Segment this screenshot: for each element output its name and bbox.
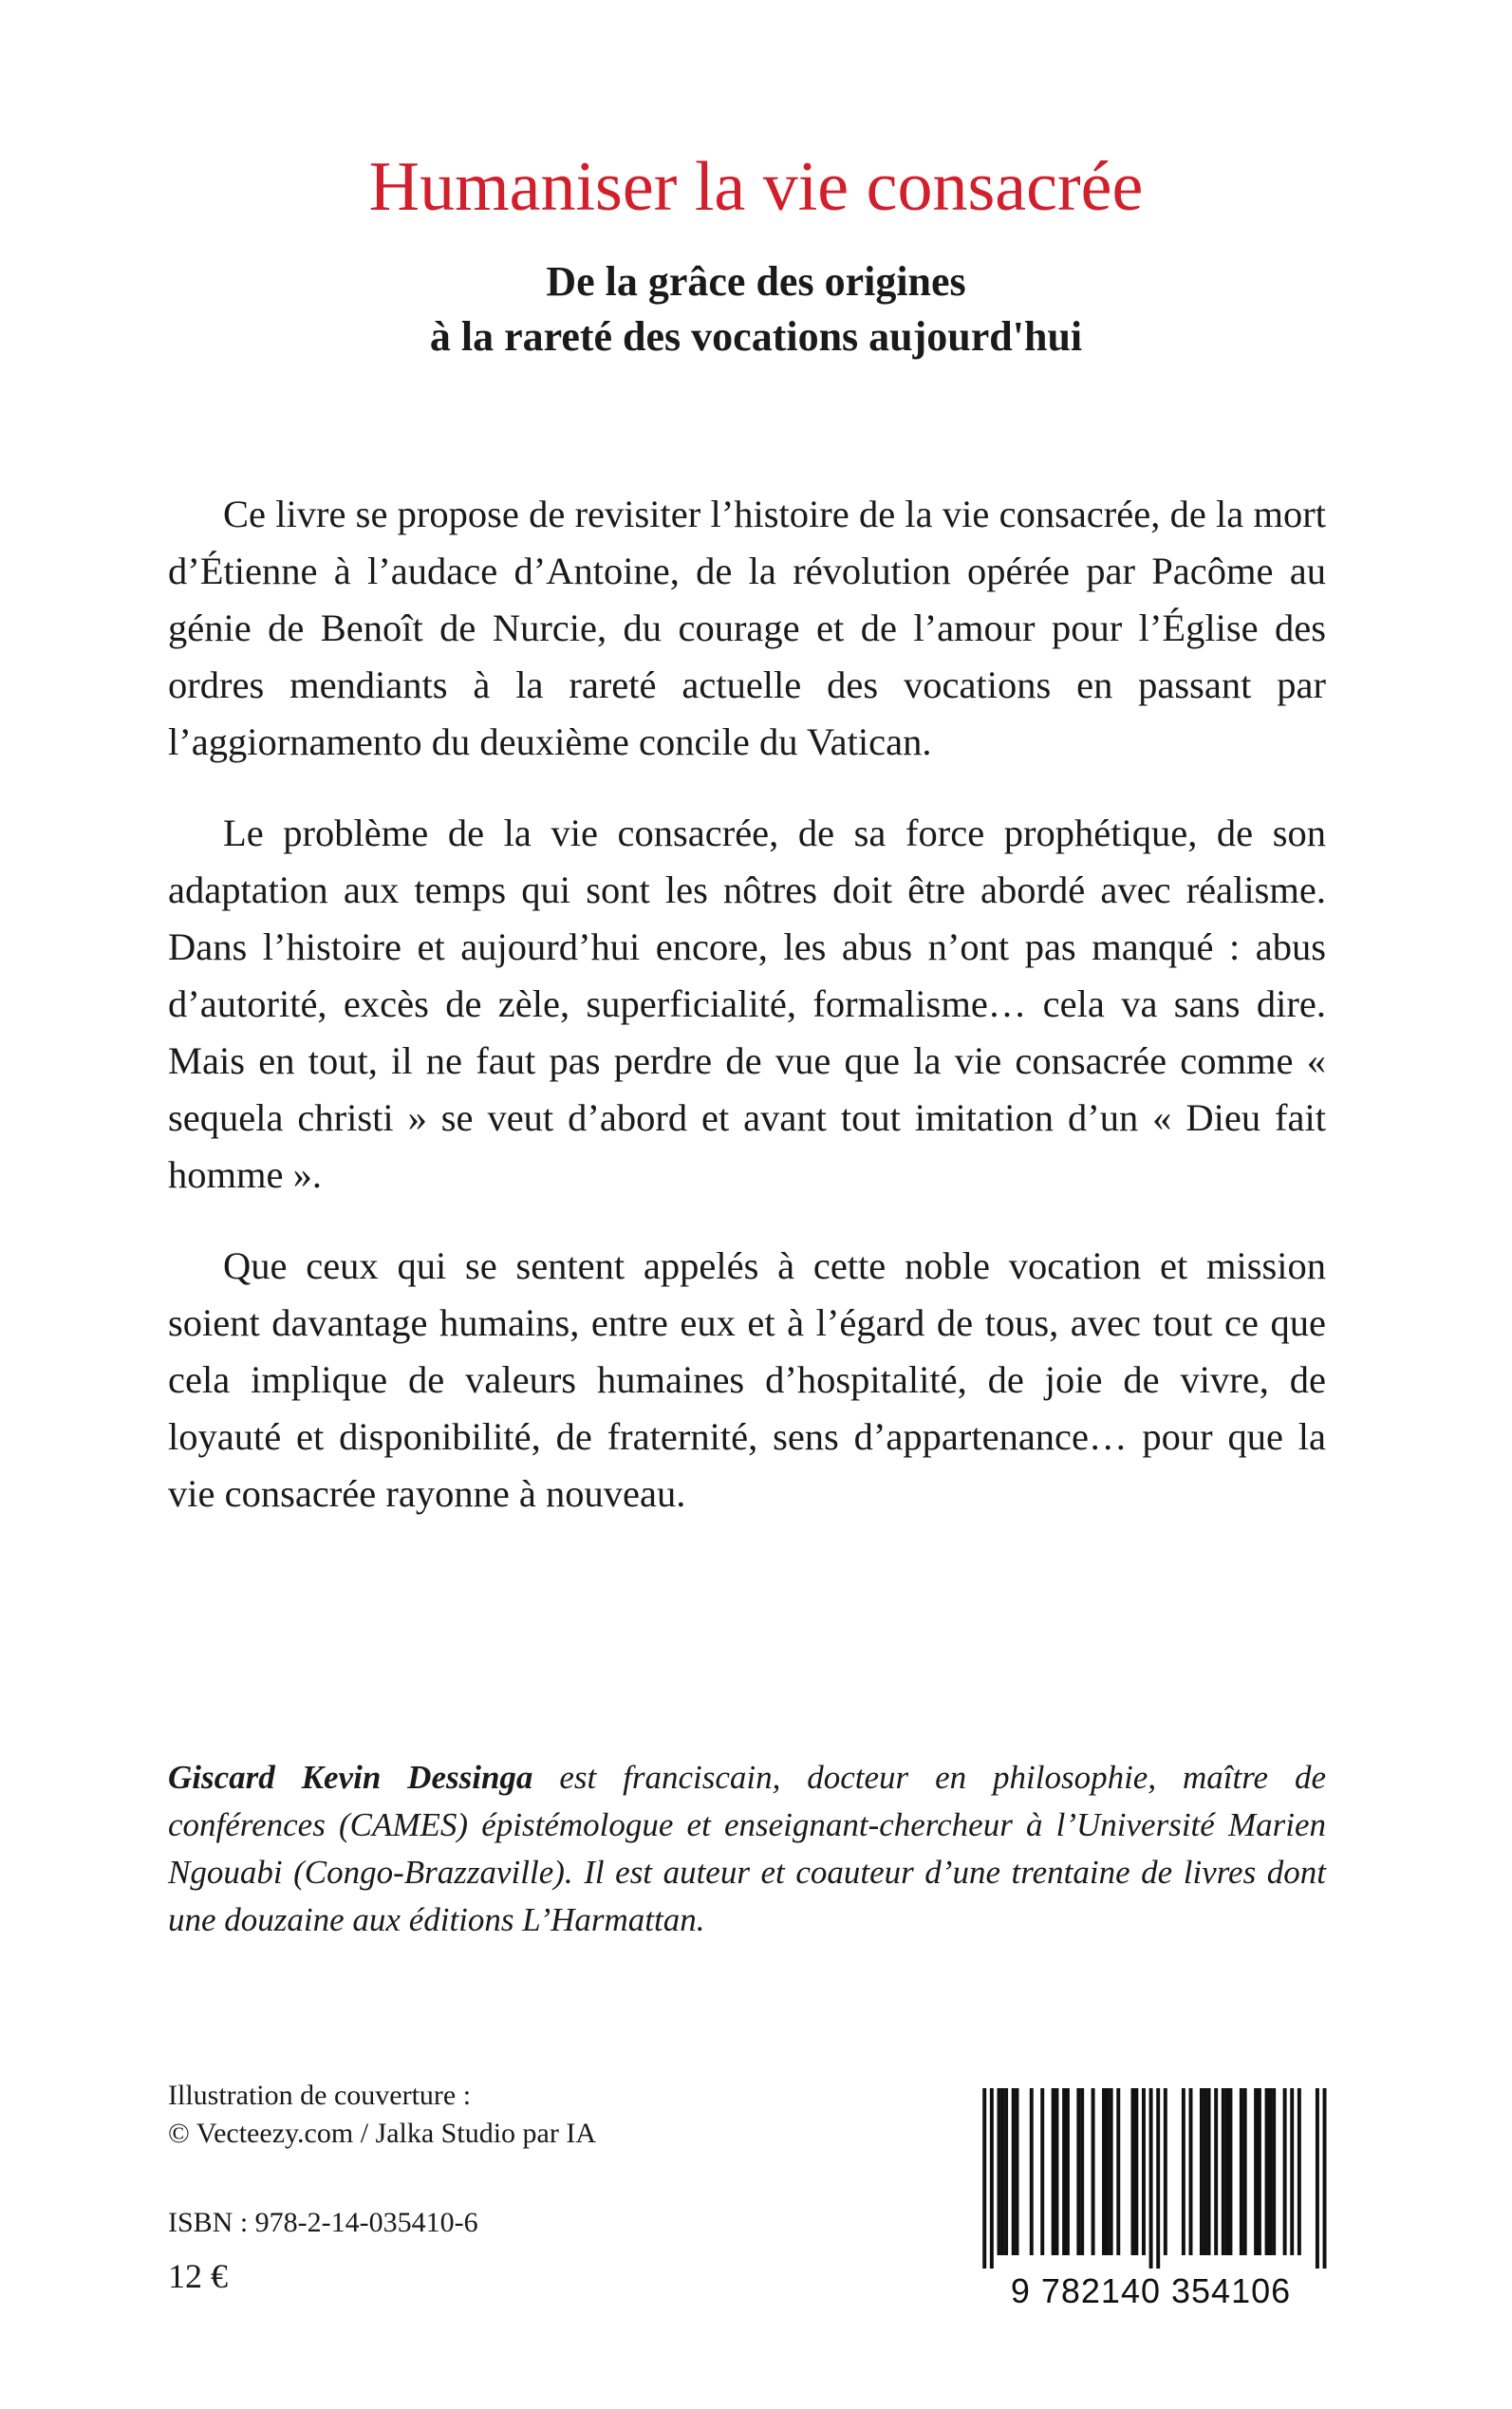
barcode [968,2088,1334,2314]
barcode-bar [1012,2088,1016,2255]
barcode-bar [1004,2088,1008,2255]
barcode-bar [1268,2088,1272,2255]
barcode-bar [1297,2088,1301,2255]
barcode-bar [1106,2088,1110,2255]
subtitle-line-1: De la grâce des origines [546,258,966,305]
blurb-paragraph-3: Que ceux qui se sentent appelés à cette noble vocation et mission soient davantage humains, entre eux et à l’égard de tous, avec tout ce que cela implique de valeurs humaines d’hospitalité, de joie de vivre, de loyauté et disponibilité, de fraternité, sens d’appartenance… pour que la vie consacrée rayonne à nouveau. [168,1244,1326,1515]
barcode-bar [1062,2088,1066,2255]
barcode-bar [1102,2088,1106,2255]
credits-line-2: © Vecteezy.com / Jalka Studio par IA [168,2118,596,2149]
isbn: ISBN : 978-2-14-035410-6 [168,2207,478,2238]
barcode-bar [1156,2088,1160,2269]
barcode-bar [998,2088,1001,2255]
barcode-bar [1283,2088,1287,2255]
barcode-bar [1207,2088,1211,2255]
barcode-bar [1265,2088,1269,2255]
barcode-bar [1076,2088,1080,2255]
barcode-bar [1225,2088,1229,2255]
barcode-bar [1000,2088,1004,2255]
credits-line-1: Illustration de couverture : [168,2080,472,2111]
barcode-bar [1214,2088,1218,2255]
barcode-bar [1016,2088,1019,2255]
barcode-bar [1052,2088,1055,2255]
barcode-bar [1080,2088,1084,2255]
barcode-bar [1189,2088,1193,2255]
price: 12 € [168,2257,228,2295]
barcode-bar [1116,2088,1120,2255]
barcode-bar [1258,2088,1261,2255]
illustration-credits [168,2077,832,2153]
barcode-bar [1272,2088,1276,2255]
author-name: Giscard Kevin Dessinga [168,1759,533,1796]
barcode-bar [982,2088,986,2269]
barcode-bar [1066,2088,1070,2255]
subtitle-line-2: à la rareté des vocations aujourd'hui [429,313,1083,360]
barcode-bar [1149,2088,1153,2269]
barcode-bar [1055,2088,1058,2255]
barcode-bar [1222,2088,1225,2255]
barcode-bar [1182,2088,1185,2255]
barcode-bar [1243,2088,1247,2255]
barcode-bar [1030,2088,1034,2255]
blurb [168,486,1326,1557]
barcode-bar [1316,2088,1319,2269]
book-subtitle [0,254,1512,364]
barcode-bar [1323,2088,1327,2269]
barcode-bar [1142,2088,1146,2255]
author-bio-text: est franciscain, docteur en philosophie, maître de conférences (CAMES) épistémologue et enseignant-chercheur à l’Université Marien Ngouabi (Congo-Brazzaville). Il est auteur et coauteur d’une trentaine de livres dont une douzaine aux éditions L’Harmattan. [168,1759,1326,1938]
barcode-bars [968,2088,1334,2269]
blurb-paragraph-2: Le problème de la vie consacrée, de sa force prophétique, de son adaptation aux temps qui sont les nôtres doit être abordé avec réalisme. Dans l’histoire et aujourd’hui encore, les abus n’ont pas manqué : abus d’autorité, excès de zèle, superficialité, formalisme… cela va sans dire. Mais en tout, il ne faut pas perdre de vue que la vie consacrée comme « sequela christi » se veut d’abord et avant tout imitation d’un « Dieu fait homme ». [168,812,1326,1196]
barcode-bar [1240,2088,1243,2255]
author-bio [168,1754,1326,1944]
barcode-bar [1228,2088,1232,2255]
barcode-bar [1164,2088,1167,2255]
barcode-bar [1040,2088,1044,2255]
barcode-bar [1200,2088,1204,2255]
barcode-bar [1254,2088,1258,2255]
barcode-bar [1131,2088,1135,2255]
barcode-bar [1110,2088,1113,2255]
barcode-bar [1092,2088,1095,2255]
book-title: Humaniser la vie consacrée [368,148,1144,226]
barcode-bar [990,2088,994,2269]
barcode-digits: 9 782140 354106 [1010,2271,1292,2310]
barcode-bar [1290,2088,1294,2255]
blurb-paragraph-1: Ce livre se propose de revisiter l’histoire de la vie consacrée, de la mort d’Étienne à l’audace d’Antoine, de la révolution opérée par Pacôme au génie de Benoît de Nurcie, du courage et de l’amour pour l’Église des ordres mendiants à la rareté actuelle des vocations en passant par l’aggiornamento du deuxième concile du Vatican. [168,493,1326,763]
barcode-bar [1204,2088,1207,2255]
barcode-bar [1134,2088,1138,2255]
